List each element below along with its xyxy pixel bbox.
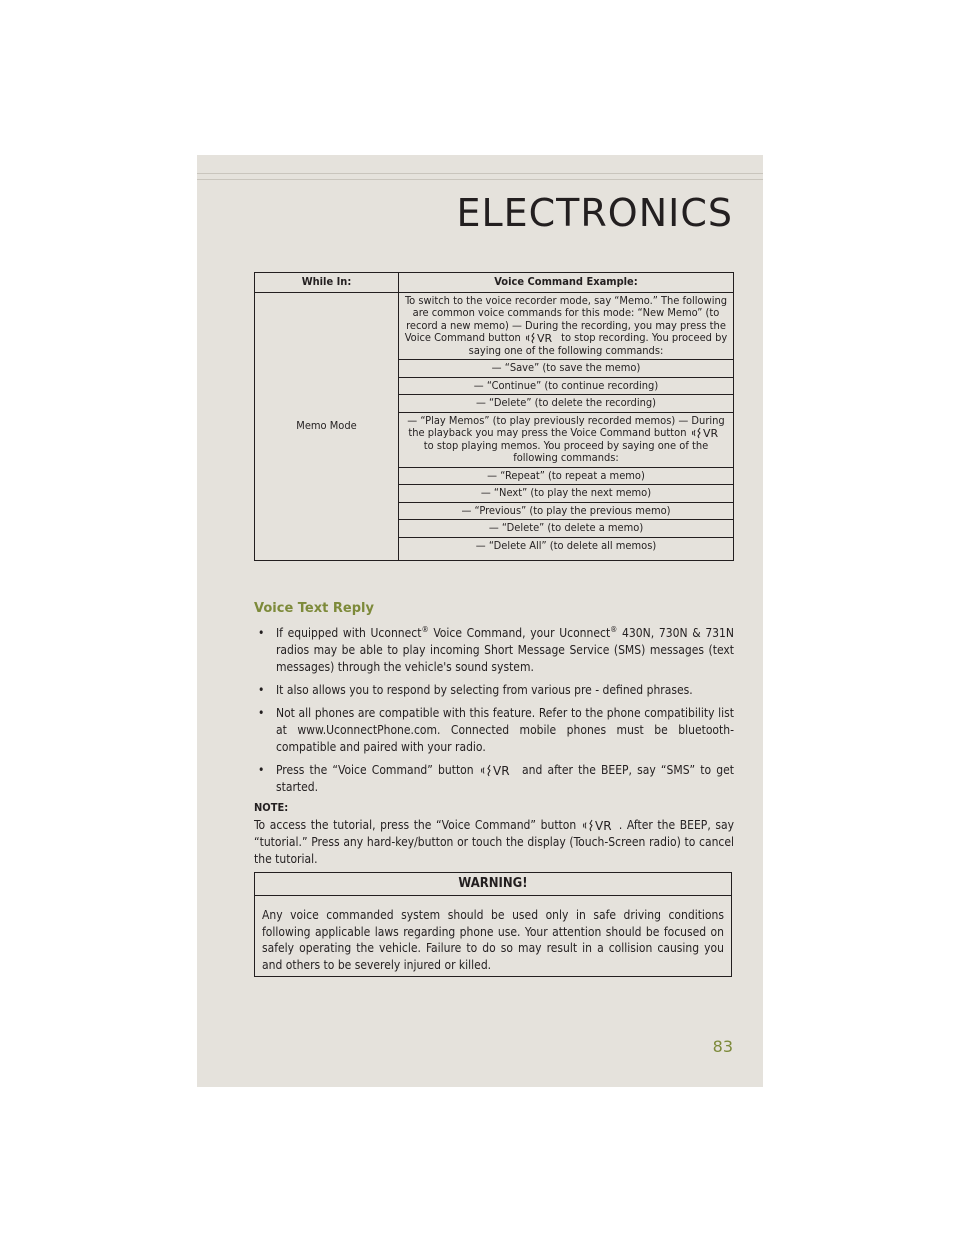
warning-title: WARNING!	[255, 873, 731, 896]
column-header-while-in: While In:	[255, 273, 399, 293]
header-rule-bottom	[197, 179, 763, 180]
table-cell: — “Next” (to play the next memo)	[399, 485, 734, 503]
play-text-before: — “Play Memos” (to play previously recorded memos) — During the playback you may press the Voice Command button	[407, 413, 725, 439]
table-cell: — “Save” (to save the memo)	[399, 360, 734, 378]
mode-cell: Memo Mode	[255, 292, 399, 561]
bullet-text: Press the “Voice Command” button	[276, 763, 474, 777]
bullet-dot: •	[258, 706, 265, 720]
table-cell: — “Delete” (to delete the recording)	[399, 395, 734, 413]
table-cell: — “Continue” (to continue recording)	[399, 377, 734, 395]
bullet-dot: •	[258, 763, 265, 777]
intro-text-before: To switch to the voice recorder mode, say “Memo.” The following are common voice commands for this mode: “New Memo” (to record a new memo) — During the recording, you may press the Voice Command button	[404, 293, 728, 344]
bullet-text: and after the BEEP, say “SMS” to get started.	[276, 763, 735, 794]
list-item	[254, 682, 734, 699]
registered-mark: ®	[610, 625, 618, 634]
bullet-dot: •	[258, 683, 265, 697]
voice-command-vr-icon	[526, 332, 556, 344]
manual-page	[197, 155, 763, 1087]
bullet-text: It also allows you to respond by selecting from various pre - defined phrases.	[276, 683, 693, 697]
page-number: 83	[712, 1037, 733, 1056]
table-cell: — “Repeat” (to repeat a memo)	[399, 467, 734, 485]
table-cell: — “Delete” (to delete a memo)	[399, 520, 734, 538]
note-text-before: To access the tutorial, press the “Voice Command” button	[254, 818, 577, 832]
column-header-voice-command: Voice Command Example:	[399, 273, 734, 293]
table-cell-play-memos	[399, 412, 734, 467]
list-item	[254, 705, 734, 756]
bullet-text: Not all phones are compatible with this feature. Refer to the phone compatibility list at www.UconnectPhone.com. Connected mobile phones must be bluetooth-compatible and paired with your radio.	[276, 706, 734, 754]
voice-command-vr-icon	[692, 427, 722, 439]
vr-icon-label: VR	[536, 332, 553, 344]
header-rule-top	[197, 173, 763, 174]
voice-command-vr-icon	[583, 819, 617, 832]
intro-text-after: to stop recording. You proceed by saying one of the following commands:	[468, 331, 728, 357]
table-cell: — “Previous” (to play the previous memo)	[399, 502, 734, 520]
voice-command-vr-icon	[481, 764, 515, 777]
bullet-text: If equipped with Uconnect	[276, 626, 422, 640]
note-text-after: . After the BEEP, say “tutorial.” Press any hard-key/button or touch the display (Touch-Screen radio) to cancel the tutorial.	[254, 818, 734, 866]
list-item	[254, 625, 734, 676]
table-cell: — “Delete All” (to delete all memos)	[399, 537, 734, 561]
registered-mark: ®	[421, 625, 429, 634]
note-label: NOTE:	[254, 801, 289, 814]
table-header-row	[255, 273, 734, 293]
note-text	[254, 817, 734, 868]
warning-body: Any voice commanded system should be used only in safe driving conditions following applicable laws regarding phone use. Your attention should be focused on safely operating the vehicle. Failure to do so may result in a collision causing you and others to be severely injured or killed.	[262, 908, 724, 972]
vr-icon-label: VR	[492, 764, 510, 777]
voice-command-table	[254, 272, 734, 561]
bullet-text: 430N, 730N & 731N radios may be able to play incoming Short Message Service (SMS) messages (text messages) through the vehicle's sound system.	[276, 626, 734, 674]
section-title: ELECTRONICS	[456, 191, 733, 235]
table-cell-intro	[399, 292, 734, 360]
voice-text-reply-list	[254, 625, 734, 802]
voice-text-reply-heading: Voice Text Reply	[254, 601, 374, 616]
vr-icon-label: VR	[702, 427, 718, 439]
vr-icon-label: VR	[594, 819, 612, 832]
list-item	[254, 762, 734, 796]
table-row	[255, 292, 734, 360]
bullet-dot: •	[258, 626, 265, 640]
play-text-after: to stop playing memos. You proceed by saying one of the following commands:	[423, 438, 709, 464]
bullet-text: Voice Command, your Uconnect	[428, 626, 611, 640]
warning-box	[254, 872, 732, 977]
